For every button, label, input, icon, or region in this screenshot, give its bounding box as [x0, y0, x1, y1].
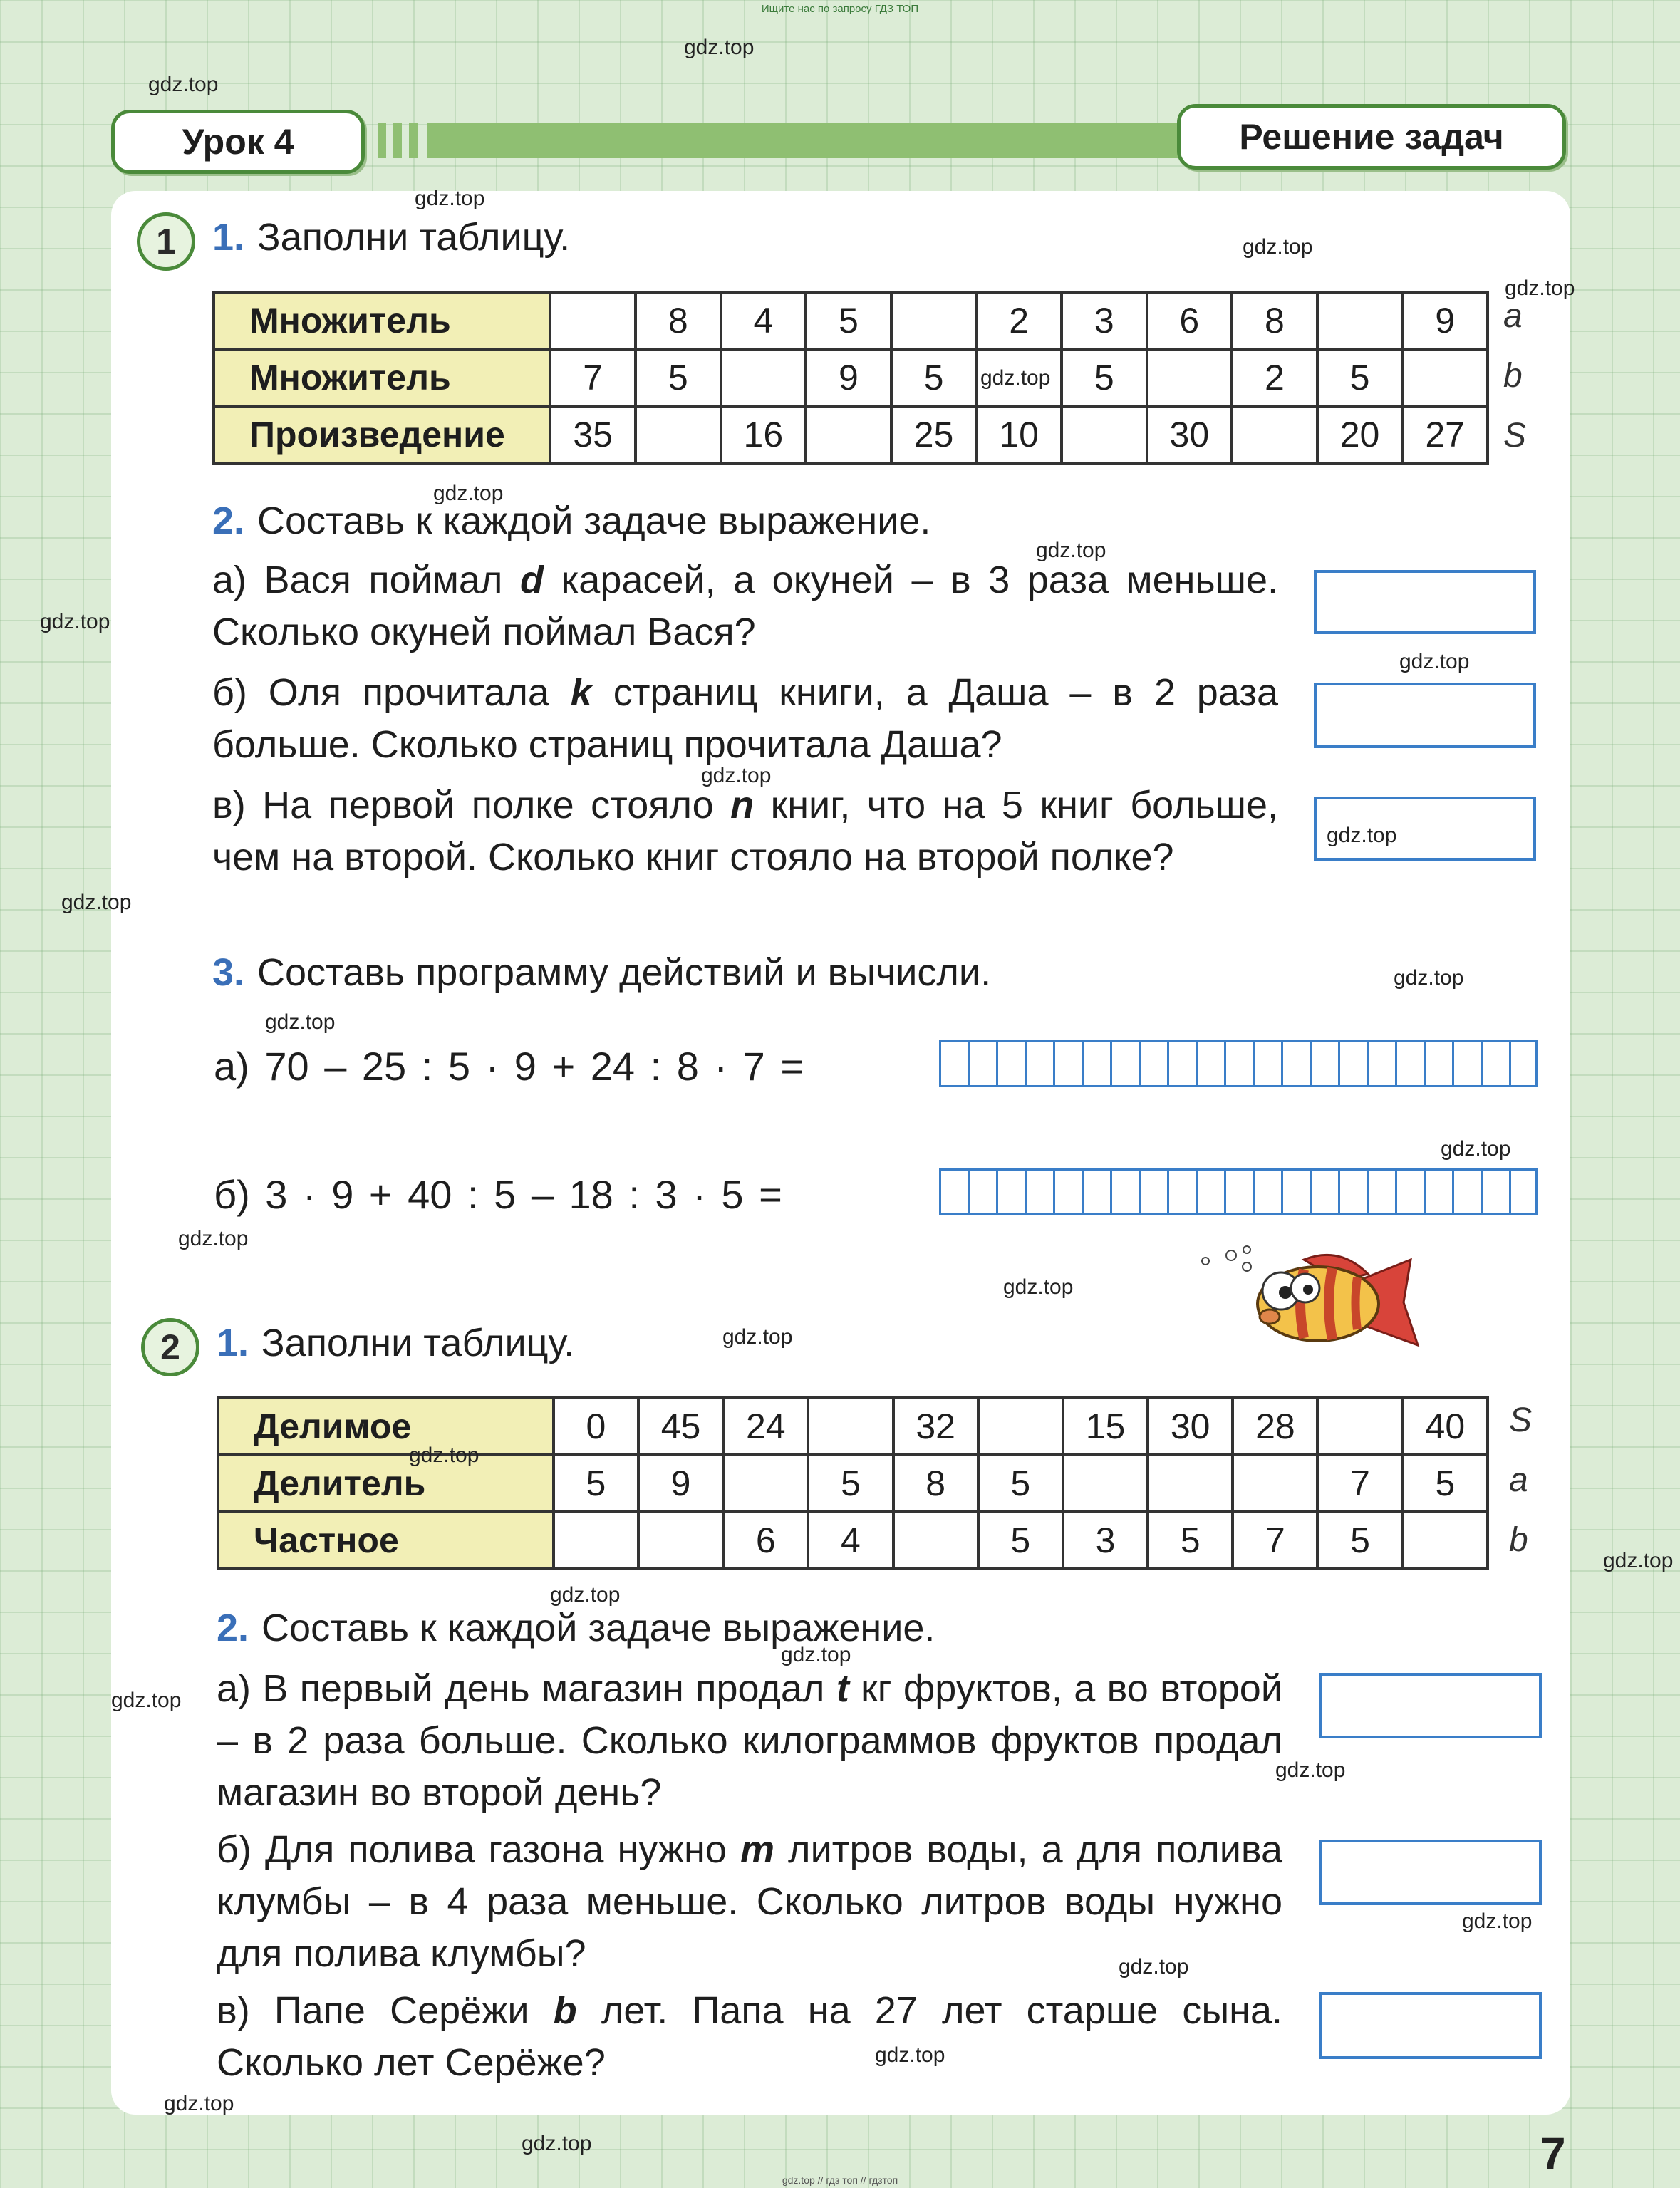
answer-box[interactable] [1319, 1673, 1542, 1738]
table-cell[interactable] [1403, 1512, 1488, 1569]
table-cell[interactable] [1147, 349, 1233, 406]
table-cell[interactable]: 9 [1402, 292, 1488, 349]
table-cell[interactable] [721, 349, 807, 406]
s2-task1-heading [217, 1321, 574, 1365]
table-cell[interactable] [638, 1512, 723, 1569]
watermark: gdz.top [1441, 1137, 1511, 1161]
variable-letter: n [730, 784, 755, 826]
table-cell[interactable]: 8 [636, 292, 721, 349]
table-cell[interactable]: 4 [721, 292, 807, 349]
watermark: gdz.top [1394, 966, 1464, 990]
watermark: gdz.top [409, 1443, 479, 1467]
problem-text-part: лет. Папа на 27 лет старше сына. Сколько лет Серёже? [217, 1989, 1282, 2084]
answer-cells[interactable] [939, 1168, 1538, 1215]
task-title: Заполни таблицу. [261, 1322, 575, 1364]
watermark: gdz.top [178, 1227, 249, 1250]
expression: а) 70 – 25 : 5 · 9 + 24 : 8 · 7 = [214, 1044, 804, 1089]
division-table [217, 1396, 1489, 1570]
table-cell[interactable]: 4 [808, 1512, 893, 1569]
row-label: Произведение [214, 406, 550, 463]
watermark: gdz.top [1505, 276, 1575, 300]
watermark: gdz.top [1119, 1955, 1189, 1979]
table-cell[interactable]: 8 [1232, 292, 1317, 349]
variable-letter: t [836, 1667, 849, 1710]
row-variable: S [1509, 1401, 1533, 1439]
table-cell[interactable] [891, 292, 977, 349]
watermark: gdz.top [875, 2043, 945, 2067]
answer-box[interactable] [1319, 1840, 1542, 1905]
problem-text-part: книг, что на 5 книг больше, чем на второй. Сколько книг стояло на второй полке? [212, 784, 1279, 878]
task-title: Заполни таблицу. [257, 216, 571, 259]
row-variable: a [1509, 1461, 1528, 1499]
table-cell[interactable]: 32 [893, 1398, 978, 1455]
watermark: gdz.top [433, 482, 504, 505]
watermark: gdz.top [164, 2092, 234, 2115]
table-cell[interactable]: 5 [806, 292, 891, 349]
table-cell[interactable]: 5 [1062, 349, 1147, 406]
problem-text-part: а) Вася поймал [212, 559, 520, 601]
task-number: 3. [212, 951, 245, 994]
variable-letter: m [740, 1828, 774, 1871]
table-cell[interactable]: 5 [1403, 1455, 1488, 1512]
table-cell[interactable]: 40 [1403, 1398, 1488, 1455]
watermark: gdz.top [550, 1583, 621, 1607]
table-cell[interactable] [806, 406, 891, 463]
table-row [214, 292, 1488, 349]
table-cell[interactable]: 2 [1232, 349, 1317, 406]
answer-box[interactable] [1314, 570, 1536, 634]
problem-text-part: страниц книги, а Даша – в 2 раза больше. Сколько страниц прочитала Даша? [212, 671, 1278, 766]
problem-text-part: в) На первой полке стояло [212, 784, 731, 826]
problem-text-part: а) В первый день магазин продал [217, 1667, 836, 1710]
table-cell[interactable] [978, 1398, 1063, 1455]
s1-task2-heading [212, 499, 930, 543]
table-cell[interactable]: 6 [1147, 292, 1233, 349]
table-cell[interactable]: 20 [1317, 406, 1403, 463]
watermark: gdz.top [1327, 824, 1397, 847]
watermark: gdz.top [415, 187, 485, 210]
table-cell[interactable] [550, 292, 636, 349]
table-cell[interactable]: 30 [1148, 1398, 1233, 1455]
table-cell[interactable]: 25 [891, 406, 977, 463]
table-cell[interactable]: 9 [806, 349, 891, 406]
table-cell[interactable]: 7 [1317, 1455, 1402, 1512]
section-1-number: 1 [137, 212, 195, 271]
table-cell[interactable]: 5 [978, 1455, 1063, 1512]
problem-text-part: карасей, а окуней – в 3 раза меньше. Сколько окуней поймал Вася? [212, 559, 1278, 653]
row-variable: a [1503, 297, 1523, 335]
watermark: gdz.top [1036, 539, 1106, 562]
watermark: gdz.top [1462, 1909, 1533, 1933]
answer-box[interactable] [1319, 1992, 1542, 2059]
table-cell[interactable]: 28 [1233, 1398, 1317, 1455]
task-number: 2. [212, 499, 245, 542]
watermark: gdz.top [1275, 1758, 1346, 1782]
multiplication-table [212, 291, 1489, 465]
top-search-note: Ищите нас по запросу ГДЗ ТОП [761, 3, 919, 15]
watermark: gdz.top [61, 891, 132, 914]
watermark: gdz.top [148, 73, 219, 96]
watermark: gdz.top [40, 610, 110, 633]
topic-title: Решение задач [1177, 104, 1566, 170]
problem-text [212, 779, 1278, 883]
expression: б) 3 · 9 + 40 : 5 – 18 : 3 · 5 = [214, 1172, 782, 1217]
table-cell[interactable] [723, 1455, 808, 1512]
table-cell[interactable] [808, 1398, 893, 1455]
row-variable: b [1509, 1521, 1528, 1559]
table-cell[interactable]: 5 [636, 349, 721, 406]
table-cell[interactable]: 6 [723, 1512, 808, 1569]
task-number: 1. [212, 216, 245, 259]
lesson-title: Урок 4 [111, 110, 365, 174]
table-cell[interactable]: 30 [1147, 406, 1233, 463]
table-cell[interactable]: 24 [723, 1398, 808, 1455]
watermark: gdz.top [980, 366, 1051, 390]
table-cell[interactable]: 3 [1063, 1512, 1148, 1569]
table-cell[interactable]: 5 [1148, 1512, 1233, 1569]
watermark: gdz.top [265, 1010, 336, 1034]
header-band [427, 123, 1183, 158]
s1-task3-heading [212, 950, 991, 995]
table-cell[interactable]: 5 [1317, 349, 1403, 406]
header-stripe [378, 123, 386, 158]
table-row [214, 349, 1488, 406]
problem-text-part: б) Для полива газона нужно [217, 1828, 740, 1871]
s1-task1-heading [212, 215, 570, 259]
table-cell[interactable]: 5 [554, 1455, 638, 1512]
table-cell[interactable] [1062, 406, 1147, 463]
problem-text-part: литров воды, а для полива клумбы – в 4 раза меньше. Сколько литров воды нужно для полива клумбы? [217, 1828, 1283, 1975]
table-cell[interactable]: 3 [1062, 292, 1147, 349]
table-cell[interactable] [893, 1512, 978, 1569]
variable-letter: b [553, 1989, 577, 2032]
watermark: gdz.top [111, 1689, 182, 1712]
table-cell[interactable] [1317, 292, 1403, 349]
table-cell[interactable]: 16 [721, 406, 807, 463]
task-number: 2. [217, 1607, 249, 1649]
table-cell[interactable] [1063, 1455, 1148, 1512]
section-2-number: 2 [141, 1318, 199, 1376]
table-cell[interactable] [1233, 1455, 1317, 1512]
table-row [214, 406, 1488, 463]
table-cell[interactable]: 7 [550, 349, 636, 406]
task-title: Составь к каждой задаче выражение. [261, 1607, 935, 1649]
bottom-note: gdz.top // гдз топ // гдзтоп [782, 2174, 898, 2186]
watermark: gdz.top [1399, 650, 1470, 673]
problem-text [212, 667, 1278, 771]
watermark: gdz.top [1243, 235, 1313, 259]
table-cell[interactable] [1402, 349, 1488, 406]
problem-text [212, 554, 1278, 658]
row-label: Множитель [214, 292, 550, 349]
table-cell[interactable]: 5 [978, 1512, 1063, 1569]
table-cell[interactable] [554, 1512, 638, 1569]
watermark: gdz.top [1003, 1275, 1074, 1299]
table-cell[interactable]: 5 [1317, 1512, 1402, 1569]
table-cell[interactable]: 35 [550, 406, 636, 463]
problem-text [217, 1985, 1282, 2089]
problem-text-part: кг фруктов, а во второй – в 2 раза больше. Сколько килограммов фруктов продал магазин во второй день? [217, 1667, 1282, 1814]
row-variable: S [1503, 417, 1527, 455]
table-cell[interactable]: 5 [891, 349, 977, 406]
row-label: Делимое [218, 1398, 554, 1455]
table-cell[interactable]: 15 [1063, 1398, 1148, 1455]
row-variable: b [1503, 357, 1523, 395]
table-cell[interactable] [1317, 1398, 1402, 1455]
fish-illustration [1197, 1245, 1432, 1367]
task-title: Составь программу действий и вычисли. [257, 951, 992, 994]
table-row [218, 1512, 1488, 1569]
row-label: Частное [218, 1512, 554, 1569]
watermark: gdz.top [701, 764, 772, 787]
answer-box[interactable] [1314, 683, 1536, 748]
row-label: Делитель [218, 1455, 554, 1512]
watermark: gdz.top [781, 1643, 851, 1666]
table-cell[interactable]: 5 [808, 1455, 893, 1512]
table-cell[interactable]: 7 [1233, 1512, 1317, 1569]
problem-text-part: в) Папе Серёжи [217, 1989, 554, 2032]
header-stripe [393, 123, 402, 158]
header-stripe [409, 123, 418, 158]
answer-cells[interactable] [939, 1040, 1538, 1087]
table-cell[interactable] [636, 406, 721, 463]
page-number: 7 [1540, 2128, 1566, 2179]
table-cell[interactable]: 8 [893, 1455, 978, 1512]
table-cell[interactable]: 0 [554, 1398, 638, 1455]
watermark: gdz.top [684, 36, 755, 59]
variable-letter: k [570, 671, 592, 714]
table-cell[interactable]: 2 [976, 292, 1062, 349]
row-label: Множитель [214, 349, 550, 406]
table-cell[interactable]: 9 [638, 1455, 723, 1512]
task-number: 1. [217, 1322, 249, 1364]
watermark: gdz.top [522, 2132, 592, 2155]
table-cell[interactable]: 45 [638, 1398, 723, 1455]
watermark: gdz.top [1603, 1549, 1674, 1572]
problem-text-part: б) Оля прочитала [212, 671, 571, 714]
task-title: Составь к каждой задаче выражение. [257, 499, 931, 542]
table-cell[interactable] [1232, 406, 1317, 463]
table-cell[interactable]: 27 [1402, 406, 1488, 463]
watermark: gdz.top [722, 1325, 793, 1349]
problem-text [217, 1663, 1282, 1819]
table-cell[interactable]: 10 [976, 406, 1062, 463]
variable-letter: d [519, 559, 544, 601]
table-cell[interactable] [1148, 1455, 1233, 1512]
